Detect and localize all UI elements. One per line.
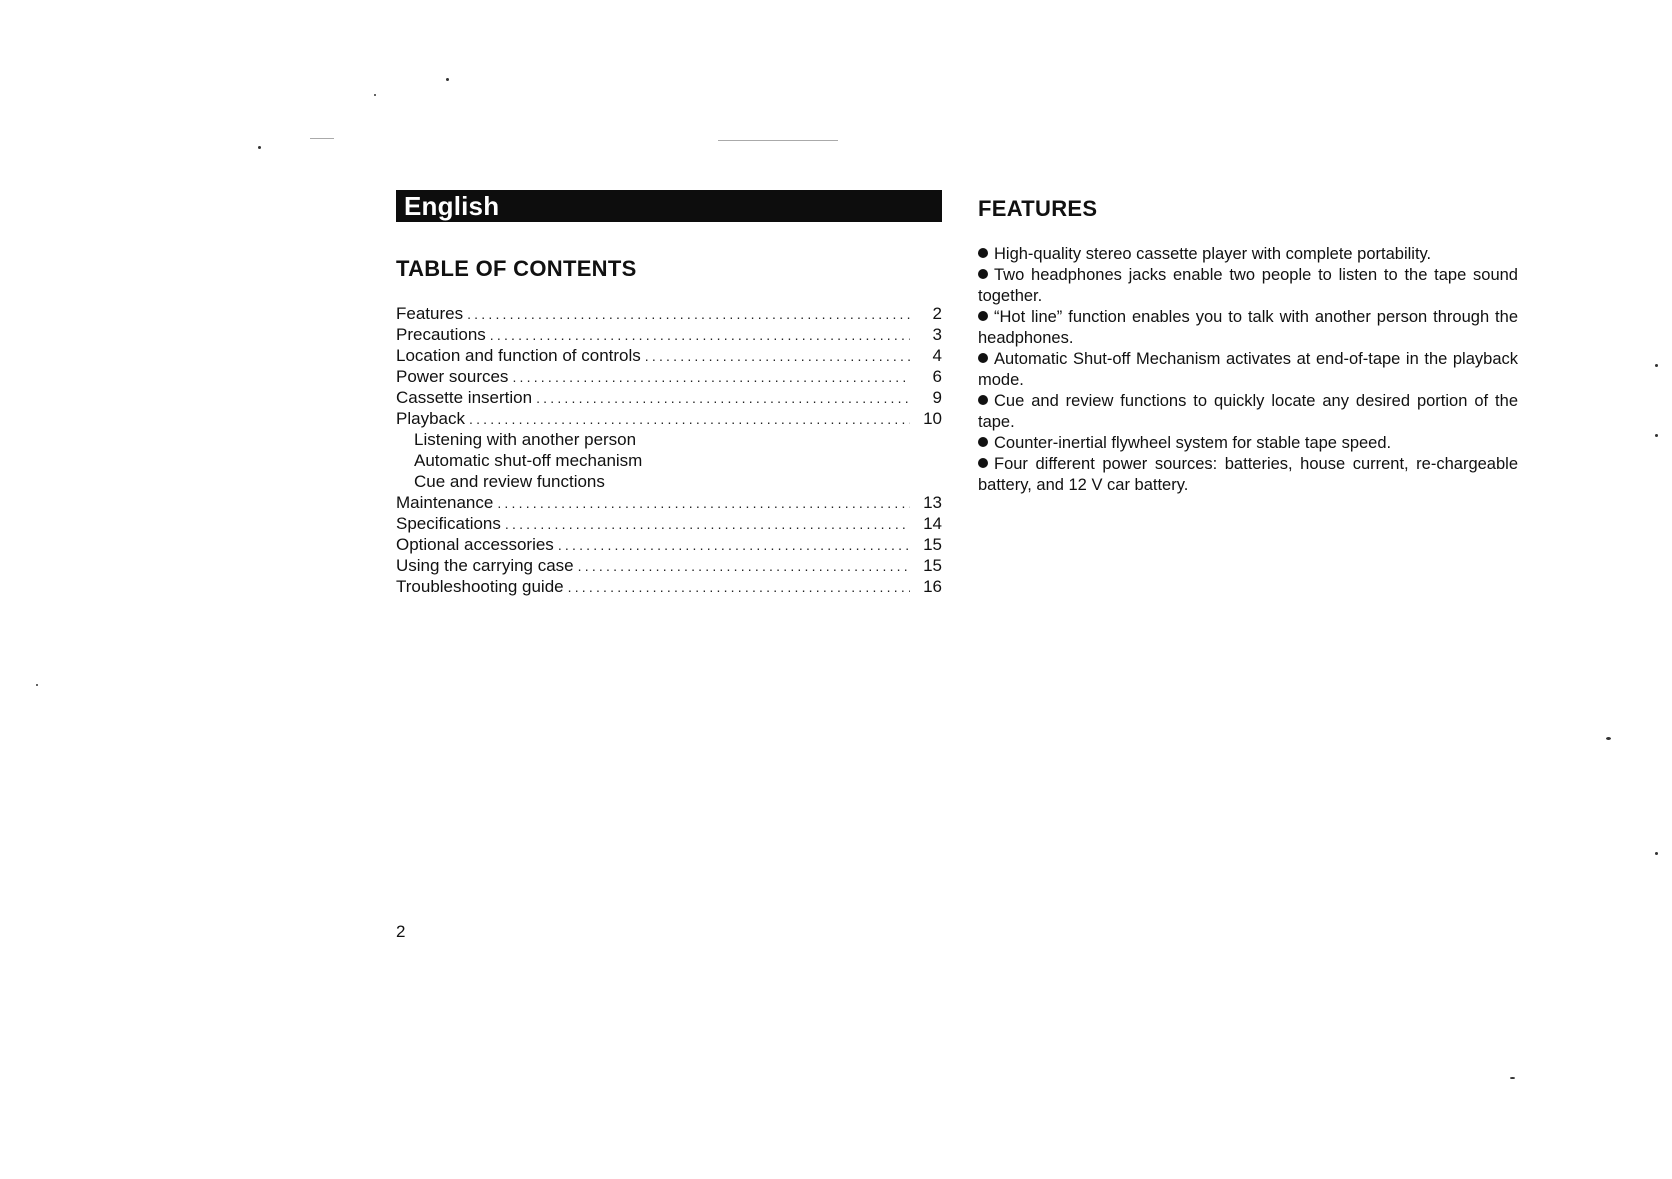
- right-column: [978, 196, 1518, 496]
- scan-speck: [1510, 1077, 1515, 1079]
- toc-title: Using the carrying case: [396, 556, 574, 575]
- toc-subtitle: Listening with another person: [414, 430, 637, 449]
- bullet-icon: [978, 269, 988, 279]
- toc-row-playback: [396, 409, 942, 430]
- toc-page: 4: [932, 346, 942, 365]
- feature-item: “Hot line” function enables you to talk with another person through the headphones.: [978, 308, 1518, 347]
- toc-page: 15: [923, 556, 942, 575]
- feature-item: Counter-inertial flywheel system for stable tape speed.: [978, 433, 1518, 454]
- toc-title: Playback: [396, 409, 465, 428]
- feature-item: Cue and review functions to quickly locate any desired portion of the tape.: [978, 392, 1518, 431]
- toc-page: 3: [932, 325, 942, 344]
- toc-row-power-sources: [396, 367, 942, 388]
- scan-speck: [310, 138, 334, 139]
- left-column: [396, 190, 942, 598]
- scan-speck: [718, 140, 838, 141]
- toc-row-cue-review: [396, 472, 942, 493]
- toc-leader-dots: [497, 495, 910, 511]
- scan-speck: [1606, 737, 1611, 740]
- toc-leader-dots: [558, 537, 910, 553]
- toc-leader-dots: [469, 411, 910, 427]
- feature-item: High-quality stereo cassette player with complete portability.: [978, 244, 1518, 265]
- toc-row-optional-accessories: [396, 535, 942, 556]
- features-heading: FEATURES: [978, 196, 1098, 221]
- toc-title: Location and function of controls: [396, 346, 641, 365]
- toc-title: Maintenance: [396, 493, 494, 512]
- toc-leader-dots: [536, 390, 910, 406]
- toc-leader-dots: [505, 516, 910, 532]
- toc-title: Features: [396, 304, 464, 323]
- scan-speck: [258, 146, 261, 149]
- toc-page: 13: [923, 493, 942, 512]
- toc-row-specifications: [396, 514, 942, 535]
- feature-item: Four different power sources: batteries, house current, re-chargeable battery, and 12 V car battery.: [978, 455, 1518, 494]
- page-number: 2: [396, 922, 406, 941]
- bullet-icon: [978, 458, 988, 468]
- toc-heading: TABLE OF CONTENTS: [396, 256, 637, 281]
- bullet-icon: [978, 248, 988, 258]
- toc-row-maintenance: [396, 493, 942, 514]
- toc-leader-dots: [578, 558, 910, 574]
- scan-speck: [1655, 852, 1658, 855]
- toc-page: 14: [923, 514, 942, 533]
- scan-speck: [36, 684, 38, 686]
- feature-item: Automatic Shut-off Mechanism activates at end-of-tape in the playback mode.: [978, 350, 1518, 389]
- toc-title: Optional accessories: [396, 535, 554, 554]
- scan-speck: [446, 78, 449, 81]
- toc-row-precautions: [396, 325, 942, 346]
- toc-row-cassette-insertion: [396, 388, 942, 409]
- toc-row-controls: [396, 346, 942, 367]
- bullet-icon: [978, 311, 988, 321]
- toc-leader-dots: [490, 327, 910, 343]
- scan-speck: [1655, 434, 1658, 437]
- toc-title: Precautions: [396, 325, 486, 344]
- toc-title: Troubleshooting guide: [396, 577, 564, 596]
- toc-title: Power sources: [396, 367, 509, 386]
- feature-item: Two headphones jacks enable two people to listen to the tape sound together.: [978, 266, 1518, 305]
- bullet-icon: [978, 353, 988, 363]
- language-bar: [396, 190, 942, 222]
- scan-speck: [1655, 364, 1658, 367]
- toc-row-troubleshooting: [396, 577, 942, 598]
- toc-page: 9: [932, 388, 942, 407]
- toc-page: 15: [923, 535, 942, 554]
- toc-row-carrying-case: [396, 556, 942, 577]
- toc-page: 10: [923, 409, 942, 428]
- bullet-icon: [978, 437, 988, 447]
- toc-title: Cassette insertion: [396, 388, 533, 407]
- language-label: English: [404, 190, 500, 221]
- toc-row-features: [396, 304, 942, 325]
- scan-speck: [374, 94, 376, 96]
- toc-row-auto-shutoff: [396, 451, 942, 472]
- toc-list: [396, 304, 942, 598]
- toc-leader-dots: [645, 348, 910, 364]
- toc-page: 16: [923, 577, 942, 596]
- toc-leader-dots: [512, 369, 910, 385]
- features-list: [978, 244, 1518, 496]
- toc-subtitle: Automatic shut-off mechanism: [414, 451, 643, 470]
- toc-title: Specifications: [396, 514, 501, 533]
- bullet-icon: [978, 395, 988, 405]
- toc-page: 6: [932, 367, 942, 386]
- toc-row-listening: [396, 430, 942, 451]
- toc-leader-dots: [467, 306, 910, 322]
- toc-leader-dots: [568, 579, 910, 595]
- toc-page: 2: [932, 304, 942, 323]
- toc-subtitle: Cue and review functions: [414, 472, 605, 491]
